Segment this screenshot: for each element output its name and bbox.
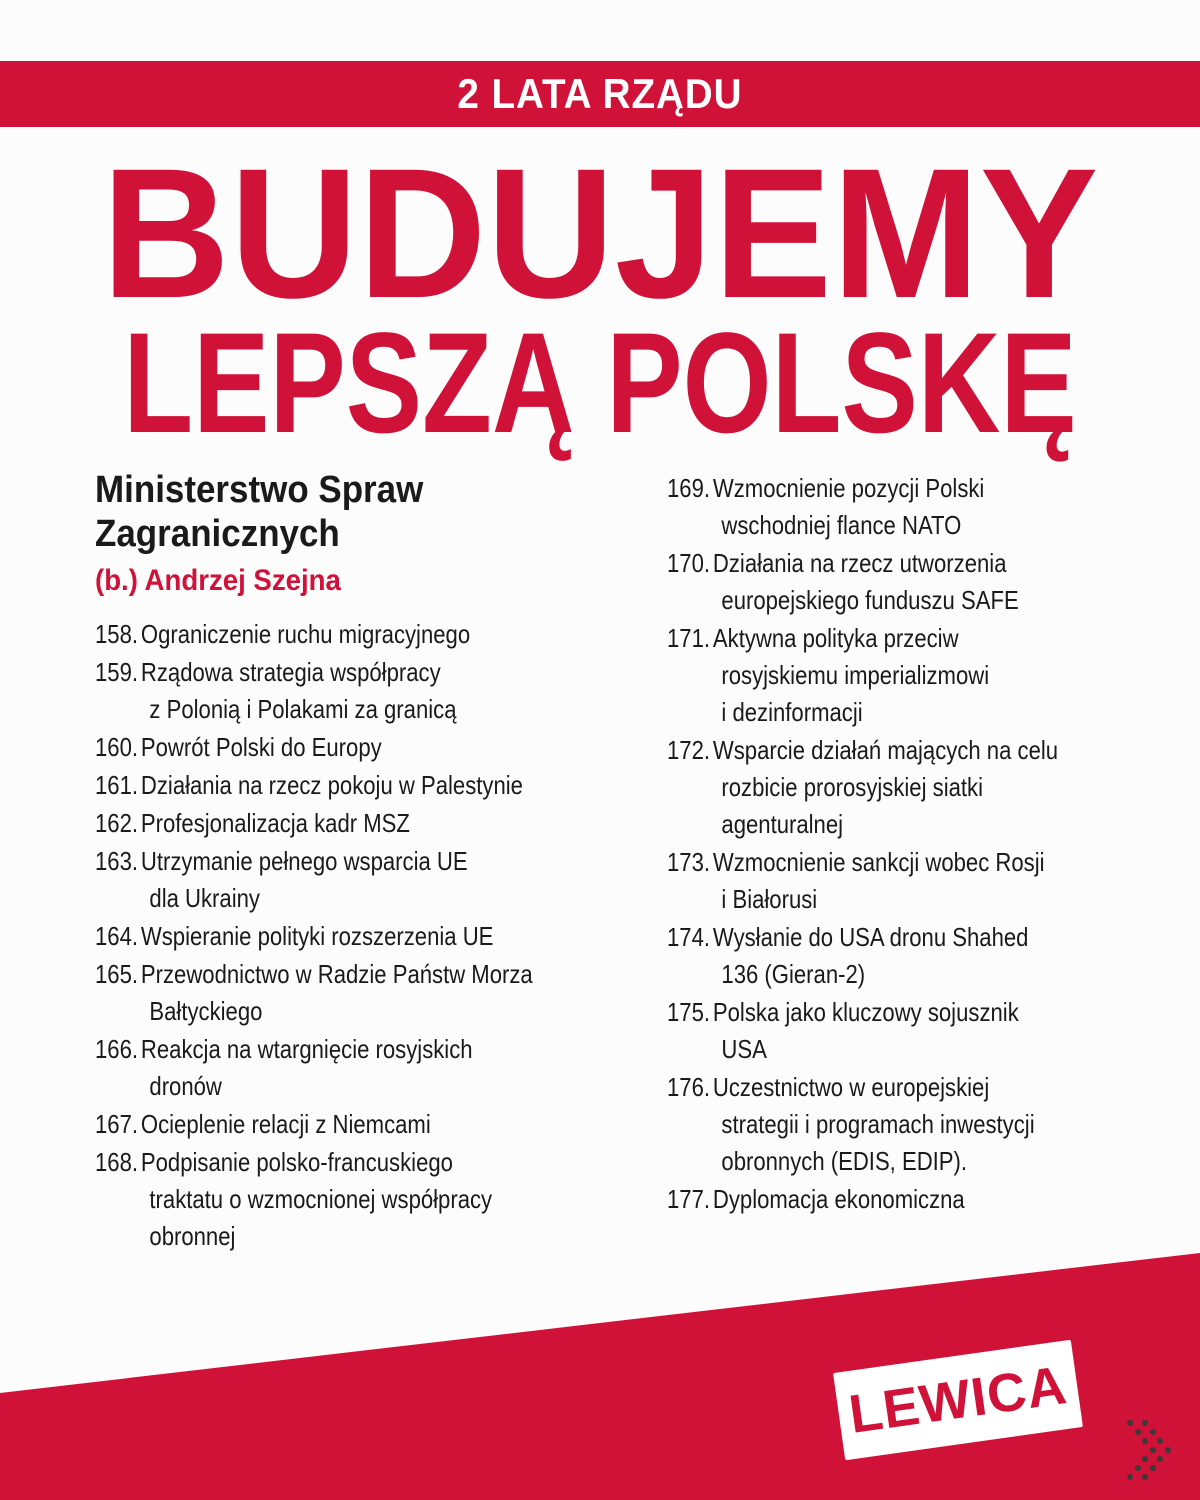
item-text-line: dla Ukrainy xyxy=(149,883,260,913)
list-item xyxy=(667,545,1160,619)
item-text-line: i dezinformacji xyxy=(721,697,863,727)
item-text-line: Działania na rzecz pokoju w Palestynie xyxy=(140,770,523,800)
item-number: 163. xyxy=(95,846,139,876)
list-item xyxy=(95,729,656,766)
item-number: 168. xyxy=(95,1147,139,1177)
item-text-line: agenturalnej xyxy=(721,809,844,839)
list-item xyxy=(667,620,1160,731)
item-text-line: Wzmocnienie sankcji wobec Rosji xyxy=(712,847,1045,877)
ministry-name xyxy=(95,468,647,556)
top-banner xyxy=(0,61,1200,127)
item-number: 164. xyxy=(95,921,139,951)
item-number: 165. xyxy=(95,959,139,989)
item-number: 160. xyxy=(95,732,139,762)
item-text-line: rosyjskiemu imperializmowi xyxy=(721,660,990,690)
list-item xyxy=(95,1031,656,1105)
item-text-line: Wsparcie działań mających na celu xyxy=(712,735,1059,765)
item-text-line: z Polonią i Polakami za granicą xyxy=(149,694,457,724)
banner-label: 2 LATA RZĄDU xyxy=(457,70,743,117)
list-item xyxy=(95,805,656,842)
dotted-chevron-icon xyxy=(1127,1420,1175,1483)
list-item xyxy=(667,470,1160,544)
item-text-line: Wysłanie do USA dronu Shahed xyxy=(712,922,1029,952)
item-text-line: Dyplomacja ekonomiczna xyxy=(712,1184,965,1214)
item-text-line: Profesjonalizacja kadr MSZ xyxy=(140,808,410,838)
item-text-line: traktatu o wzmocnionej współpracy xyxy=(149,1184,493,1214)
main-title-line-2: LEPSZĄ POLSKĘ xyxy=(123,304,1077,463)
item-number: 158. xyxy=(95,619,139,649)
minister-name: (b.) Andrzej Szejna xyxy=(95,564,341,597)
list-item xyxy=(95,654,656,728)
left-column xyxy=(95,468,695,1256)
item-text-line: Powrót Polski do Europy xyxy=(140,732,382,762)
list-item xyxy=(667,844,1160,918)
achievement-list-left xyxy=(95,616,656,1255)
list-item xyxy=(95,918,656,955)
item-text-line: Polska jako kluczowy sojusznik xyxy=(712,997,1019,1027)
item-text-line: USA xyxy=(721,1034,767,1064)
item-number: 175. xyxy=(667,997,711,1027)
list-item xyxy=(95,767,656,804)
item-number: 161. xyxy=(95,770,139,800)
item-text-line: wschodniej flance NATO xyxy=(721,510,962,540)
item-text-line: europejskiego funduszu SAFE xyxy=(721,585,1019,615)
item-number: 172. xyxy=(667,735,711,765)
item-text-line: obronnej xyxy=(149,1221,236,1251)
item-text-line: Wspieranie polityki rozszerzenia UE xyxy=(140,921,494,951)
item-text-line: Reakcja na wtargnięcie rosyjskich xyxy=(140,1034,473,1064)
item-text-line: Utrzymanie pełnego wsparcia UE xyxy=(140,846,468,876)
item-text-line: Wzmocnienie pozycji Polski xyxy=(712,473,985,503)
lewica-logo-text: LEWICA xyxy=(845,1355,1071,1445)
item-number: 170. xyxy=(667,548,711,578)
item-text-line: Podpisanie polsko-francuskiego xyxy=(140,1147,453,1177)
list-item xyxy=(95,843,656,917)
item-text-line: Bałtyckiego xyxy=(149,996,263,1026)
list-item xyxy=(95,616,656,653)
ministry-name-line-1: Ministerstwo Spraw xyxy=(95,469,424,511)
list-item xyxy=(667,732,1160,843)
item-number: 162. xyxy=(95,808,139,838)
item-number: 171. xyxy=(667,623,711,653)
item-number: 166. xyxy=(95,1034,139,1064)
item-number: 167. xyxy=(95,1109,139,1139)
item-text-line: strategii i programach inwestycji xyxy=(721,1109,1035,1139)
item-number: 174. xyxy=(667,922,711,952)
item-number: 177. xyxy=(667,1184,711,1214)
item-text-line: i Białorusi xyxy=(721,884,818,914)
item-text-line: Aktywna polityka przeciw xyxy=(712,623,959,653)
item-text-line: rozbicie prorosyjskiej siatki xyxy=(721,772,984,802)
item-text-line: Przewodnictwo w Radzie Państw Morza xyxy=(140,959,533,989)
list-item xyxy=(95,1106,656,1143)
item-text-line: obronnych (EDIS, EDIP). xyxy=(721,1146,968,1176)
list-item xyxy=(667,994,1160,1068)
list-item xyxy=(95,1144,656,1255)
item-text-line: Rządowa strategia współpracy xyxy=(140,657,441,687)
item-number: 176. xyxy=(667,1072,711,1102)
item-text-line: Ocieplenie relacji z Niemcami xyxy=(140,1109,431,1139)
item-number: 169. xyxy=(667,473,711,503)
list-item xyxy=(667,1181,1160,1218)
list-item xyxy=(667,919,1160,993)
item-number: 159. xyxy=(95,657,139,687)
item-text-line: Uczestnictwo w europejskiej xyxy=(712,1072,990,1102)
item-text-line: 136 (Gieran-2) xyxy=(721,959,866,989)
main-title-line-1: BUDUJEMY xyxy=(101,131,1099,337)
list-item xyxy=(667,1069,1160,1180)
list-item xyxy=(95,956,656,1030)
item-text-line: Ograniczenie ruchu migracyjnego xyxy=(140,619,471,649)
item-number: 173. xyxy=(667,847,711,877)
ministry-name-line-2: Zagranicznych xyxy=(95,513,340,555)
achievement-list-right xyxy=(667,470,1160,1219)
item-text-line: Działania na rzecz utworzenia xyxy=(712,548,1007,578)
item-text-line: dronów xyxy=(149,1071,222,1101)
